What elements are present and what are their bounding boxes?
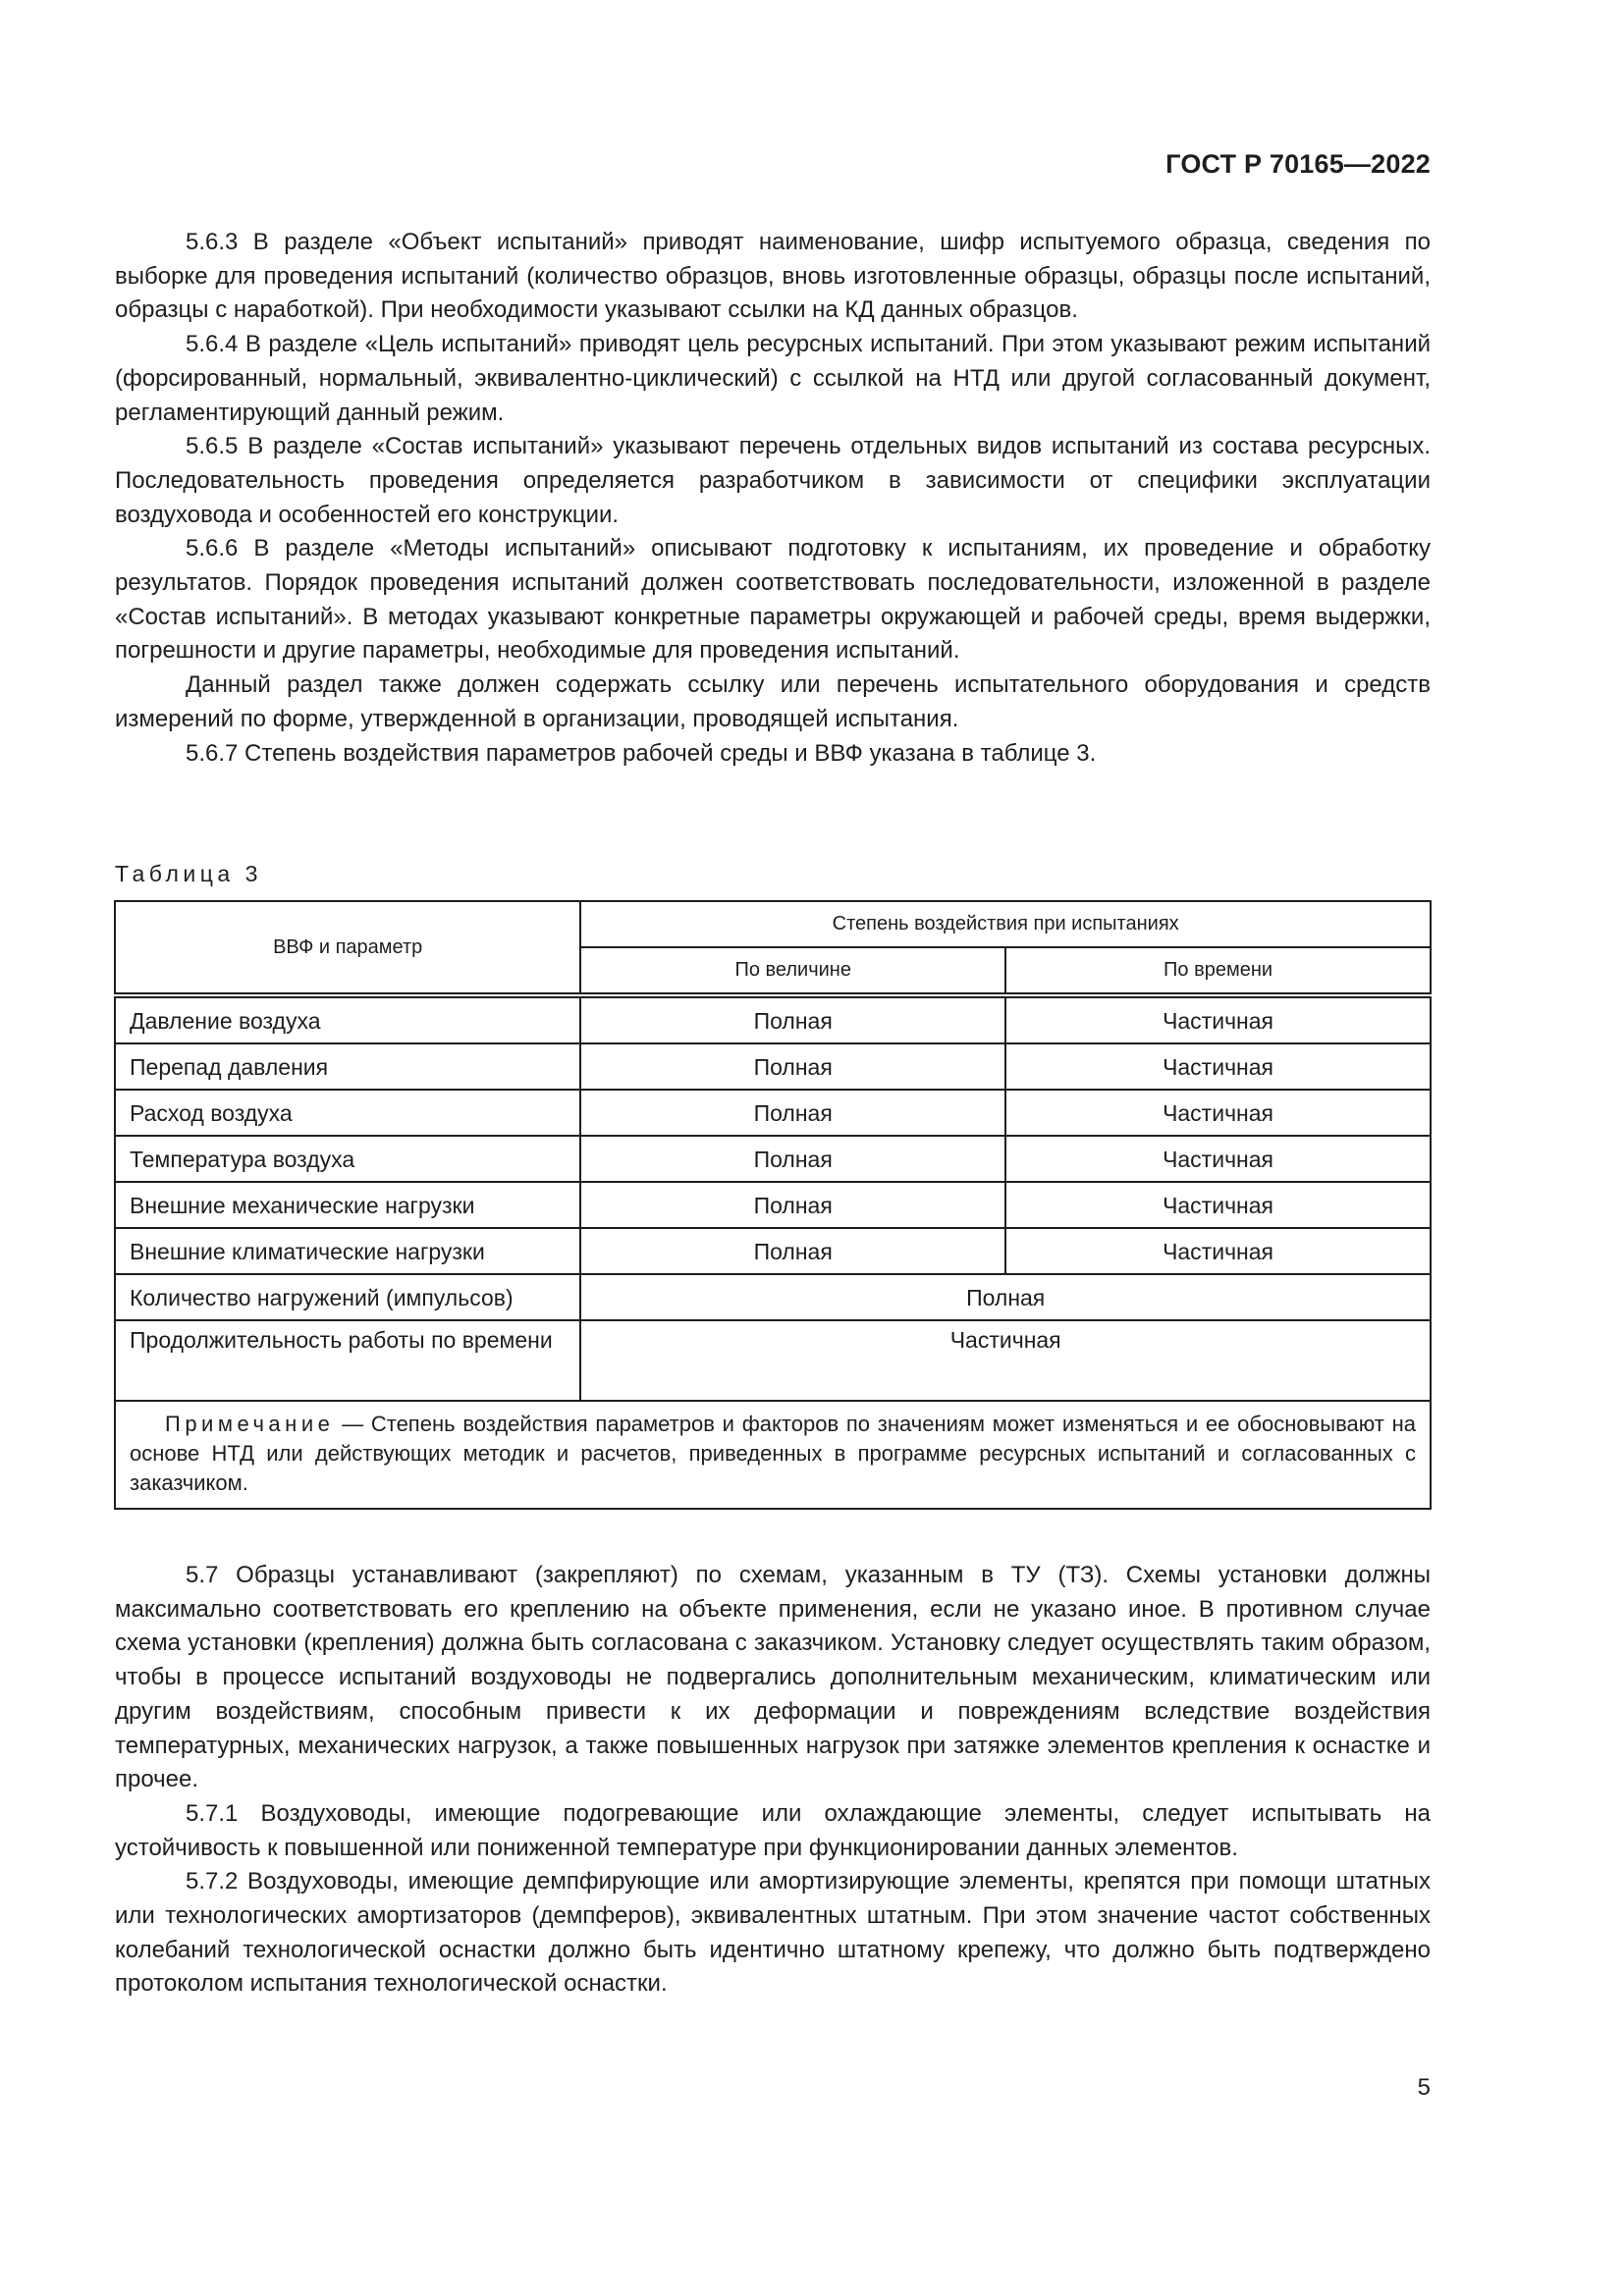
- table-note-row: [115, 1401, 1431, 1509]
- note-label: Примечание: [165, 1412, 335, 1436]
- cell-by-time: Частичная: [1005, 1182, 1431, 1228]
- cell-by-value: Полная: [580, 995, 1005, 1043]
- cell-by-time: Частичная: [1005, 1228, 1431, 1274]
- cell-param: Количество нагружений (импульсов): [115, 1274, 580, 1320]
- table-row: [115, 995, 1431, 1043]
- table-row: [115, 1090, 1431, 1136]
- paragraph-5-7-2: 5.7.2 Воздуховоды, имеющие демпфирующие или амортизирующие элементы, крепятся при помощи штатных или технологических амортизаторов (демпферов), эквивалентных штатным. При этом значение частот собственных колебаний технологической оснастки должно быть идентично штатному крепежу, что должно быть подтверждено протоколом испытания технологической оснастки.: [115, 1868, 1431, 1998]
- header-group: Степень воздействия при испытаниях: [580, 901, 1431, 947]
- paragraph-5-6-6-cont: Данный раздел также должен содержать ссылку или перечень испытательного оборудования и средств измерений по форме, утвержденной в организации, проводящей испытания.: [115, 671, 1431, 732]
- table-row: [115, 1182, 1431, 1228]
- table-row-merged: [115, 1274, 1431, 1320]
- document-code: ГОСТ Р 70165—2022: [1165, 149, 1431, 179]
- paragraph-5-6-7: 5.6.7 Степень воздействия параметров рабочей среды и ВВФ указана в таблице 3.: [186, 739, 1097, 767]
- paragraph-5-6-4: 5.6.4 В разделе «Цель испытаний» приводят цель ресурсных испытаний. При этом указывают режим испытаний (форсированный, нормальный, эквивалентно-циклический) с ссылкой на НТД или другой согласованный документ, регламентирующий данный режим.: [115, 331, 1431, 426]
- section-5-6-text: [115, 226, 1431, 771]
- table-caption: Таблица 3: [115, 861, 262, 886]
- cell-param: Внешние климатические нагрузки: [115, 1228, 580, 1274]
- header-by-value: По величине: [580, 947, 1005, 995]
- header-by-time: По времени: [1005, 947, 1431, 995]
- cell-by-time: Частичная: [1005, 995, 1431, 1043]
- table-3: [114, 900, 1432, 1510]
- table-header-row: [115, 901, 1431, 947]
- cell-by-value: Полная: [580, 1182, 1005, 1228]
- paragraph-5-6-6: 5.6.6 В разделе «Методы испытаний» описывают подготовку к испытаниям, их проведение и обработку результатов. Порядок проведения испытаний должен соответствовать последовательности, изложенной в разделе «Состав испытаний». В методах указывают конкретные параметры окружающей и рабочей среды, время выдержки, погрешности и другие параметры, необходимые для проведения испытаний.: [115, 535, 1431, 665]
- cell-by-value: Полная: [580, 1090, 1005, 1136]
- table-row: [115, 1228, 1431, 1274]
- page-number: 5: [1417, 2074, 1431, 2101]
- cell-by-value: Полная: [580, 1043, 1005, 1090]
- table-row-merged: [115, 1320, 1431, 1401]
- cell-by-value: Полная: [580, 1136, 1005, 1182]
- paragraph-5-7-1: 5.7.1 Воздуховоды, имеющие подогревающие или охлаждающие элементы, следует испытывать на устойчивость к повышенной или пониженной температуре при функционировании данных элементов.: [115, 1799, 1431, 1861]
- table-row: [115, 1136, 1431, 1182]
- cell-param: Давление воздуха: [115, 995, 580, 1043]
- cell-by-time: Частичная: [1005, 1043, 1431, 1090]
- cell-merged-value: Полная: [580, 1274, 1431, 1320]
- paragraph-5-6-3: 5.6.3 В разделе «Объект испытаний» приводят наименование, шифр испытуемого образца, сведения по выборке для проведения испытаний (количество образцов, вновь изготовленные образцы, образцы после испытаний, образцы с наработкой). При необходимости указывают ссылки на КД данных образцов.: [115, 229, 1431, 324]
- note-text: — Степень воздействия параметров и факторов по значениям может изменяться и ее обосновывают на основе НТД или действующих методик и расчетов, приведенных в программе ресурсных испытаний и согласованных с заказчиком.: [130, 1412, 1416, 1495]
- table-row: [115, 1043, 1431, 1090]
- cell-by-time: Частичная: [1005, 1136, 1431, 1182]
- paragraph-5-7: 5.7 Образцы устанавливают (закрепляют) по схемам, указанным в ТУ (ТЗ). Схемы установки должны максимально соответствовать его креплению на объекте применения, если не указано иное. В противном случае схема установки (крепления) должна быть согласована с заказчиком. Установку следует осуществлять таким образом, чтобы в процессе испытаний воздуховоды не подвергались дополнительным механическим, климатическим или другим воздействиям, способным привести к их деформации и повреждениям вследствие воздействия температурных, механических нагрузок, а также повышенных нагрузок при затяжке элементов крепления к оснастке и прочее.: [115, 1562, 1431, 1793]
- header-param: ВВФ и параметр: [115, 901, 580, 995]
- cell-param: Продолжительность работы по времени: [115, 1320, 580, 1401]
- cell-by-value: Полная: [580, 1228, 1005, 1274]
- cell-merged-value: Частичная: [580, 1320, 1431, 1401]
- cell-by-time: Частичная: [1005, 1090, 1431, 1136]
- paragraph-5-6-5: 5.6.5 В разделе «Состав испытаний» указывают перечень отдельных видов испытаний из состава ресурсных. Последовательность проведения определяется разработчиком в зависимости от специфики эксплуатации воздуховода и особенностей его конструкции.: [115, 433, 1431, 528]
- cell-param: Перепад давления: [115, 1043, 580, 1090]
- cell-param: Расход воздуха: [115, 1090, 580, 1136]
- section-5-7-text: [115, 1559, 1431, 2002]
- cell-param: Температура воздуха: [115, 1136, 580, 1182]
- cell-param: Внешние механические нагрузки: [115, 1182, 580, 1228]
- table-note: [115, 1401, 1431, 1509]
